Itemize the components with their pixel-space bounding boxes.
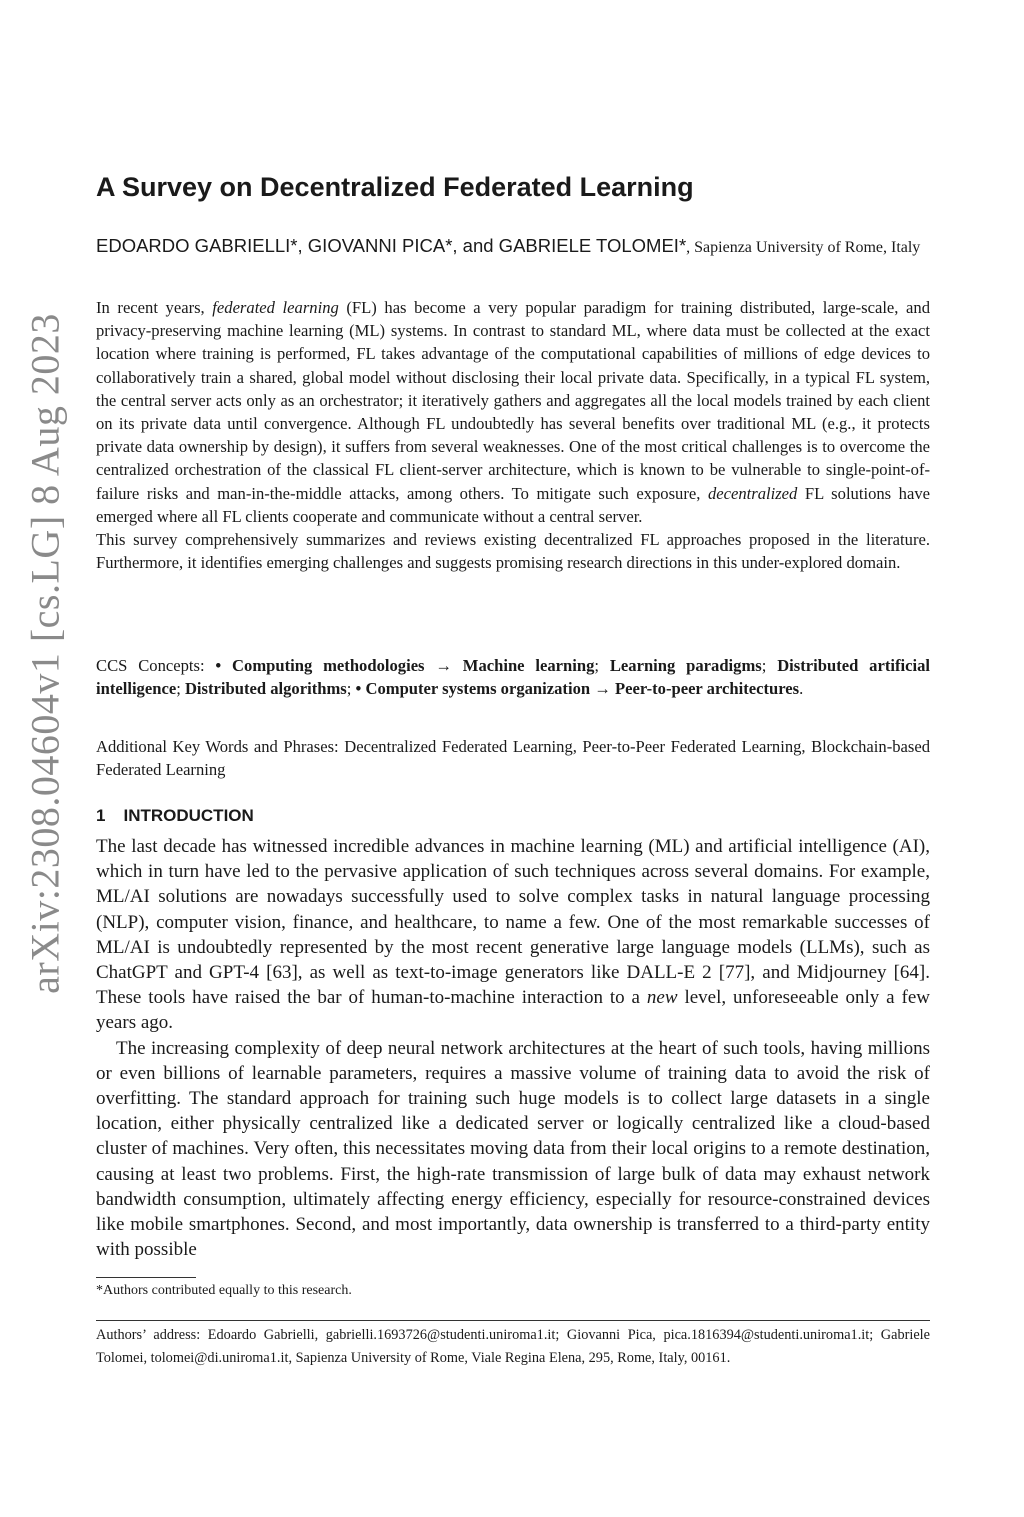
paragraph: The increasing complexity of deep neural network architectures at the heart of such tools, having millions or even billions of learnable parameters, requires a massive volume of training data to avoid the risk of overfitting. The standard approach for training such huge models is to collect large datasets in a single location, either physically centralized like a dedicated server or logically centralized like a cloud-based cluster of machines. Very often, this necessitates moving data from their local origins to a remote destination, causing at least two problems. First, the high-rate transmission of large bulk of data may exhaust network bandwidth consumption, ultimately affecting energy efficiency, especially for resource-constrained devices like mobile smartphones. Second, and most importantly, data ownership is transferred to a third-party entity with possible <box>96 1037 930 1261</box>
abstract-paragraph <box>96 296 930 528</box>
text: FL solutions have emerged where all FL clients cooperate and communicate without a central server. <box>96 483 930 526</box>
author-names: EDOARDO GABRIELLI*, GIOVANNI PICA*, and GABRIELE TOLOMEI* <box>96 235 687 256</box>
address-divider <box>96 1320 930 1321</box>
keywords: Additional Key Words and Phrases: Decentralized Federated Learning, Peer-to-Peer Federated Learning, Blockchain-based Federated Learning <box>96 737 930 780</box>
section-number: 1 <box>96 806 106 825</box>
emphasis: new <box>646 987 678 1009</box>
footnote-divider <box>96 1277 196 1278</box>
section-title: INTRODUCTION <box>123 806 254 825</box>
arxiv-stamp: arXiv:2308.04604v1 [cs.LG] 8 Aug 2023 <box>22 313 68 994</box>
ccs-label: CCS Concepts: <box>96 656 216 675</box>
text: The last decade has witnessed incredible advances in machine learning (ML) and artificial intelligence (AI), which in turn have led to the pervasive application of such techniques across several domains. For example, ML/AI solutions are nowadays successfully used to solve complex tasks in natural language processing (NLP), computer vision, finance, and healthcare, to name a few. One of the most remarkable successes of ML/AI is undoubtedly represented by the most recent generative large language models (LLMs), such as ChatGPT and GPT-4 [63], as well as text-to-image generators like DALL-E 2 [77], and Midjourney [64]. These tools have raised the bar of human-to-machine interaction to a <box>96 836 930 1009</box>
ccs-concepts: CCS Concepts: • Computing methodologies → Machine learning; Learning paradigms; Distributed artificial intelligence; Distributed algorithms; • Computer systems organization → Peer-to-peer architectures. <box>96 656 930 699</box>
emphasis: federated learning <box>212 298 339 317</box>
ccs-item: Distributed artificial intelligence <box>96 656 930 699</box>
section-heading <box>96 806 254 826</box>
introduction-body <box>96 834 930 1262</box>
ccs-item: • Computing methodologies → Machine learning <box>215 656 595 675</box>
authors-address: Authors’ address: Edoardo Gabrielli, gabrielli.1693726@studenti.uniroma1.it; Giovanni Pica, pica.1816394@studenti.uniroma1.it; Gabriele Tolomei, tolomei@di.uniroma1.it, Sapienza University of Rome, Viale Regina Elena, 295, Rome, Italy, 00161. <box>96 1327 930 1366</box>
text: (FL) has become a very popular paradigm for training distributed, large-scale, and privacy-preserving machine learning (ML) systems. In contrast to standard ML, where data must be collected at the exact location where training is performed, FL takes advantage of the computational capabilities of millions of edge devices to collaboratively train a shared, global model without disclosing their local private data. Specifically, in a typical FL system, the central server acts only as an orchestrator; it iteratively gathers and aggregates all the local models trained by each client on its private data until convergence. Although FL undoubtedly has several benefits over traditional ML (e.g., it protects private data ownership by design), it suffers from several weaknesses. One of the most critical challenges is to overcome the centralized orchestration of the classical FL client-server architecture, which is known to be vulnerable to single-point-of-failure risks and man-in-the-middle attacks, among others. To mitigate such exposure, <box>96 298 930 503</box>
text: level, unforeseeable only a few years ago. <box>96 987 930 1034</box>
footnote: *Authors contributed equally to this research. <box>96 1283 352 1298</box>
abstract-paragraph: This survey comprehensively summarizes and reviews existing decentralized FL approaches proposed in the literature. Furthermore, it identifies emerging challenges and suggests promising research directions in this under-explored domain. <box>96 530 930 573</box>
ccs-item: Learning paradigms <box>609 656 762 675</box>
abstract <box>96 296 930 574</box>
paragraph <box>96 834 930 1036</box>
text: In recent years, <box>96 298 213 317</box>
ccs-item: • Computer systems organization → Peer-to-peer architectures <box>355 679 800 699</box>
paper-title: A Survey on Decentralized Federated Learning <box>96 172 694 202</box>
affiliation: , Sapienza University of Rome, Italy <box>686 239 921 256</box>
emphasis: decentralized <box>707 483 798 503</box>
author-line <box>96 232 930 262</box>
ccs-item: Distributed algorithms <box>184 679 347 699</box>
